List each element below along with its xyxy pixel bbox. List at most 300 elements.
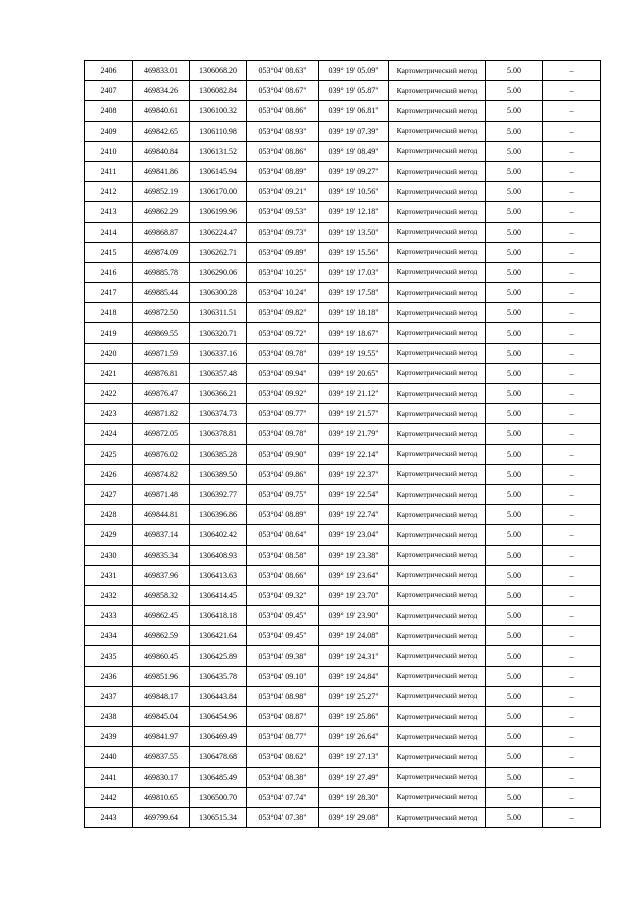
point-number-cell: 2433	[85, 606, 133, 626]
method-cell: Картометрический метод	[389, 464, 486, 484]
longitude-cell: 039° 19' 26.64"	[319, 727, 389, 747]
note-cell: –	[543, 646, 601, 666]
point-number-cell: 2435	[85, 646, 133, 666]
point-number-cell: 2429	[85, 525, 133, 545]
latitude-cell: 053°04' 09.45"	[247, 626, 319, 646]
note-cell: –	[543, 666, 601, 686]
method-cell: Картометрический метод	[389, 807, 486, 827]
point-number-cell: 2431	[85, 565, 133, 585]
table-row	[85, 666, 601, 686]
table-row	[85, 646, 601, 666]
longitude-cell: 039° 19' 20.65"	[319, 363, 389, 383]
longitude-cell: 039° 19' 22.54"	[319, 484, 389, 504]
x-coordinate-cell: 469862.45	[133, 606, 190, 626]
method-cell: Картометрический метод	[389, 525, 486, 545]
longitude-cell: 039° 19' 23.38"	[319, 545, 389, 565]
note-cell: –	[543, 565, 601, 585]
method-cell: Картометрический метод	[389, 424, 486, 444]
method-cell: Картометрический метод	[389, 444, 486, 464]
longitude-cell: 039° 19' 18.18"	[319, 303, 389, 323]
table-row	[85, 807, 601, 827]
point-number-cell: 2437	[85, 686, 133, 706]
longitude-cell: 039° 19' 21.12"	[319, 384, 389, 404]
x-coordinate-cell: 469841.97	[133, 727, 190, 747]
latitude-cell: 053°04' 07.74"	[247, 787, 319, 807]
y-coordinate-cell: 1306199.96	[190, 202, 247, 222]
x-coordinate-cell: 469876.02	[133, 444, 190, 464]
table-row	[85, 303, 601, 323]
method-cell: Картометрический метод	[389, 141, 486, 161]
y-coordinate-cell: 1306421.64	[190, 626, 247, 646]
accuracy-cell: 5.00	[486, 747, 543, 767]
y-coordinate-cell: 1306469.49	[190, 727, 247, 747]
x-coordinate-cell: 469876.81	[133, 363, 190, 383]
latitude-cell: 053°04' 08.89"	[247, 161, 319, 181]
x-coordinate-cell: 469871.59	[133, 343, 190, 363]
longitude-cell: 039° 19' 12.18"	[319, 202, 389, 222]
latitude-cell: 053°04' 09.38"	[247, 646, 319, 666]
point-number-cell: 2427	[85, 484, 133, 504]
x-coordinate-cell: 469869.55	[133, 323, 190, 343]
point-number-cell: 2421	[85, 363, 133, 383]
note-cell: –	[543, 121, 601, 141]
method-cell: Картометрический метод	[389, 222, 486, 242]
note-cell: –	[543, 161, 601, 181]
note-cell: –	[543, 444, 601, 464]
x-coordinate-cell: 469837.14	[133, 525, 190, 545]
latitude-cell: 053°04' 09.10"	[247, 666, 319, 686]
note-cell: –	[543, 727, 601, 747]
longitude-cell: 039° 19' 23.90"	[319, 606, 389, 626]
y-coordinate-cell: 1306145.94	[190, 161, 247, 181]
longitude-cell: 039° 19' 17.58"	[319, 283, 389, 303]
table-row	[85, 81, 601, 101]
table-row	[85, 464, 601, 484]
note-cell: –	[543, 323, 601, 343]
note-cell: –	[543, 807, 601, 827]
method-cell: Картометрический метод	[389, 182, 486, 202]
y-coordinate-cell: 1306454.96	[190, 707, 247, 727]
accuracy-cell: 5.00	[486, 545, 543, 565]
table-row	[85, 283, 601, 303]
accuracy-cell: 5.00	[486, 666, 543, 686]
table-row	[85, 404, 601, 424]
y-coordinate-cell: 1306170.00	[190, 182, 247, 202]
method-cell: Картометрический метод	[389, 545, 486, 565]
method-cell: Картометрический метод	[389, 384, 486, 404]
x-coordinate-cell: 469830.17	[133, 767, 190, 787]
latitude-cell: 053°04' 09.94"	[247, 363, 319, 383]
longitude-cell: 039° 19' 10.56"	[319, 182, 389, 202]
latitude-cell: 053°04' 09.32"	[247, 585, 319, 605]
accuracy-cell: 5.00	[486, 444, 543, 464]
accuracy-cell: 5.00	[486, 646, 543, 666]
point-number-cell: 2412	[85, 182, 133, 202]
accuracy-cell: 5.00	[486, 585, 543, 605]
latitude-cell: 053°04' 08.89"	[247, 505, 319, 525]
note-cell: –	[543, 505, 601, 525]
x-coordinate-cell: 469858.32	[133, 585, 190, 605]
latitude-cell: 053°04' 09.77"	[247, 404, 319, 424]
y-coordinate-cell: 1306515.34	[190, 807, 247, 827]
y-coordinate-cell: 1306389.50	[190, 464, 247, 484]
method-cell: Картометрический метод	[389, 303, 486, 323]
table-row	[85, 626, 601, 646]
point-number-cell: 2442	[85, 787, 133, 807]
x-coordinate-cell: 469872.50	[133, 303, 190, 323]
longitude-cell: 039° 19' 22.14"	[319, 444, 389, 464]
note-cell: –	[543, 141, 601, 161]
method-cell: Картометрический метод	[389, 626, 486, 646]
accuracy-cell: 5.00	[486, 323, 543, 343]
table-row	[85, 545, 601, 565]
longitude-cell: 039° 19' 15.56"	[319, 242, 389, 262]
note-cell: –	[543, 686, 601, 706]
method-cell: Картометрический метод	[389, 767, 486, 787]
method-cell: Картометрический метод	[389, 505, 486, 525]
y-coordinate-cell: 1306378.81	[190, 424, 247, 444]
y-coordinate-cell: 1306374.73	[190, 404, 247, 424]
latitude-cell: 053°04' 08.38"	[247, 767, 319, 787]
point-number-cell: 2410	[85, 141, 133, 161]
note-cell: –	[543, 585, 601, 605]
latitude-cell: 053°04' 08.62"	[247, 747, 319, 767]
y-coordinate-cell: 1306131.52	[190, 141, 247, 161]
point-number-cell: 2425	[85, 444, 133, 464]
y-coordinate-cell: 1306414.45	[190, 585, 247, 605]
accuracy-cell: 5.00	[486, 767, 543, 787]
longitude-cell: 039° 19' 21.57"	[319, 404, 389, 424]
point-number-cell: 2423	[85, 404, 133, 424]
note-cell: –	[543, 404, 601, 424]
longitude-cell: 039° 19' 25.86"	[319, 707, 389, 727]
accuracy-cell: 5.00	[486, 464, 543, 484]
latitude-cell: 053°04' 09.21"	[247, 182, 319, 202]
accuracy-cell: 5.00	[486, 161, 543, 181]
y-coordinate-cell: 1306478.68	[190, 747, 247, 767]
longitude-cell: 039° 19' 06.81"	[319, 101, 389, 121]
method-cell: Картометрический метод	[389, 283, 486, 303]
table-row	[85, 424, 601, 444]
point-number-cell: 2411	[85, 161, 133, 181]
note-cell: –	[543, 242, 601, 262]
table-row	[85, 525, 601, 545]
latitude-cell: 053°04' 09.92"	[247, 384, 319, 404]
x-coordinate-cell: 469874.09	[133, 242, 190, 262]
longitude-cell: 039° 19' 21.79"	[319, 424, 389, 444]
table-row	[85, 161, 601, 181]
longitude-cell: 039° 19' 08.49"	[319, 141, 389, 161]
latitude-cell: 053°04' 08.87"	[247, 707, 319, 727]
point-number-cell: 2409	[85, 121, 133, 141]
x-coordinate-cell: 469835.34	[133, 545, 190, 565]
y-coordinate-cell: 1306435.78	[190, 666, 247, 686]
longitude-cell: 039° 19' 13.50"	[319, 222, 389, 242]
longitude-cell: 039° 19' 23.64"	[319, 565, 389, 585]
table-row	[85, 686, 601, 706]
table-row	[85, 343, 601, 363]
latitude-cell: 053°04' 09.75"	[247, 484, 319, 504]
x-coordinate-cell: 469860.45	[133, 646, 190, 666]
longitude-cell: 039° 19' 24.31"	[319, 646, 389, 666]
table-row	[85, 222, 601, 242]
table-row	[85, 565, 601, 585]
latitude-cell: 053°04' 10.25"	[247, 262, 319, 282]
x-coordinate-cell: 469799.64	[133, 807, 190, 827]
latitude-cell: 053°04' 08.67"	[247, 81, 319, 101]
table-row	[85, 202, 601, 222]
accuracy-cell: 5.00	[486, 242, 543, 262]
accuracy-cell: 5.00	[486, 141, 543, 161]
y-coordinate-cell: 1306337.16	[190, 343, 247, 363]
point-number-cell: 2422	[85, 384, 133, 404]
y-coordinate-cell: 1306300.28	[190, 283, 247, 303]
longitude-cell: 039° 19' 27.13"	[319, 747, 389, 767]
y-coordinate-cell: 1306366.21	[190, 384, 247, 404]
accuracy-cell: 5.00	[486, 303, 543, 323]
y-coordinate-cell: 1306110.98	[190, 121, 247, 141]
method-cell: Картометрический метод	[389, 484, 486, 504]
note-cell: –	[543, 525, 601, 545]
point-number-cell: 2406	[85, 61, 133, 81]
table-row	[85, 505, 601, 525]
note-cell: –	[543, 384, 601, 404]
latitude-cell: 053°04' 09.53"	[247, 202, 319, 222]
x-coordinate-cell: 469874.82	[133, 464, 190, 484]
point-number-cell: 2415	[85, 242, 133, 262]
y-coordinate-cell: 1306311.51	[190, 303, 247, 323]
latitude-cell: 053°04' 09.86"	[247, 464, 319, 484]
point-number-cell: 2420	[85, 343, 133, 363]
method-cell: Картометрический метод	[389, 686, 486, 706]
accuracy-cell: 5.00	[486, 505, 543, 525]
latitude-cell: 053°04' 09.78"	[247, 343, 319, 363]
longitude-cell: 039° 19' 05.87"	[319, 81, 389, 101]
method-cell: Картометрический метод	[389, 343, 486, 363]
table-row	[85, 121, 601, 141]
latitude-cell: 053°04' 09.82"	[247, 303, 319, 323]
note-cell: –	[543, 626, 601, 646]
method-cell: Картометрический метод	[389, 242, 486, 262]
coordinates-table	[84, 60, 601, 828]
y-coordinate-cell: 1306396.86	[190, 505, 247, 525]
point-number-cell: 2441	[85, 767, 133, 787]
table-row	[85, 61, 601, 81]
accuracy-cell: 5.00	[486, 707, 543, 727]
method-cell: Картометрический метод	[389, 585, 486, 605]
y-coordinate-cell: 1306100.32	[190, 101, 247, 121]
x-coordinate-cell: 469848.17	[133, 686, 190, 706]
document-page	[84, 60, 600, 828]
note-cell: –	[543, 222, 601, 242]
y-coordinate-cell: 1306500.70	[190, 787, 247, 807]
x-coordinate-cell: 469844.81	[133, 505, 190, 525]
accuracy-cell: 5.00	[486, 262, 543, 282]
method-cell: Картометрический метод	[389, 363, 486, 383]
longitude-cell: 039° 19' 18.67"	[319, 323, 389, 343]
accuracy-cell: 5.00	[486, 121, 543, 141]
method-cell: Картометрический метод	[389, 101, 486, 121]
table-row	[85, 606, 601, 626]
latitude-cell: 053°04' 09.78"	[247, 424, 319, 444]
longitude-cell: 039° 19' 23.04"	[319, 525, 389, 545]
x-coordinate-cell: 469868.87	[133, 222, 190, 242]
method-cell: Картометрический метод	[389, 262, 486, 282]
latitude-cell: 053°04' 08.98"	[247, 686, 319, 706]
method-cell: Картометрический метод	[389, 727, 486, 747]
method-cell: Картометрический метод	[389, 61, 486, 81]
longitude-cell: 039° 19' 24.84"	[319, 666, 389, 686]
latitude-cell: 053°04' 08.86"	[247, 141, 319, 161]
table-row	[85, 101, 601, 121]
point-number-cell: 2428	[85, 505, 133, 525]
method-cell: Картометрический метод	[389, 323, 486, 343]
longitude-cell: 039° 19' 05.09"	[319, 61, 389, 81]
method-cell: Картометрический метод	[389, 707, 486, 727]
method-cell: Картометрический метод	[389, 202, 486, 222]
note-cell: –	[543, 303, 601, 323]
point-number-cell: 2424	[85, 424, 133, 444]
latitude-cell: 053°04' 08.58"	[247, 545, 319, 565]
longitude-cell: 039° 19' 27.49"	[319, 767, 389, 787]
latitude-cell: 053°04' 09.73"	[247, 222, 319, 242]
latitude-cell: 053°04' 08.66"	[247, 565, 319, 585]
x-coordinate-cell: 469862.29	[133, 202, 190, 222]
accuracy-cell: 5.00	[486, 101, 543, 121]
note-cell: –	[543, 787, 601, 807]
y-coordinate-cell: 1306485.49	[190, 767, 247, 787]
accuracy-cell: 5.00	[486, 404, 543, 424]
note-cell: –	[543, 283, 601, 303]
table-row	[85, 444, 601, 464]
latitude-cell: 053°04' 08.77"	[247, 727, 319, 747]
y-coordinate-cell: 1306320.71	[190, 323, 247, 343]
table-row	[85, 363, 601, 383]
method-cell: Картометрический метод	[389, 404, 486, 424]
method-cell: Картометрический метод	[389, 666, 486, 686]
table-row	[85, 384, 601, 404]
table-row	[85, 585, 601, 605]
y-coordinate-cell: 1306418.18	[190, 606, 247, 626]
table-row	[85, 242, 601, 262]
latitude-cell: 053°04' 09.90"	[247, 444, 319, 464]
note-cell: –	[543, 707, 601, 727]
note-cell: –	[543, 363, 601, 383]
accuracy-cell: 5.00	[486, 525, 543, 545]
note-cell: –	[543, 61, 601, 81]
note-cell: –	[543, 424, 601, 444]
accuracy-cell: 5.00	[486, 626, 543, 646]
point-number-cell: 2439	[85, 727, 133, 747]
accuracy-cell: 5.00	[486, 222, 543, 242]
x-coordinate-cell: 469840.84	[133, 141, 190, 161]
method-cell: Картометрический метод	[389, 565, 486, 585]
method-cell: Картометрический метод	[389, 646, 486, 666]
point-number-cell: 2417	[85, 283, 133, 303]
note-cell: –	[543, 606, 601, 626]
latitude-cell: 053°04' 09.89"	[247, 242, 319, 262]
point-number-cell: 2414	[85, 222, 133, 242]
table-row	[85, 182, 601, 202]
note-cell: –	[543, 81, 601, 101]
x-coordinate-cell: 469885.78	[133, 262, 190, 282]
y-coordinate-cell: 1306290.06	[190, 262, 247, 282]
y-coordinate-cell: 1306408.93	[190, 545, 247, 565]
x-coordinate-cell: 469833.01	[133, 61, 190, 81]
x-coordinate-cell: 469872.05	[133, 424, 190, 444]
table-row	[85, 141, 601, 161]
point-number-cell: 2413	[85, 202, 133, 222]
note-cell: –	[543, 464, 601, 484]
note-cell: –	[543, 343, 601, 363]
y-coordinate-cell: 1306413.63	[190, 565, 247, 585]
accuracy-cell: 5.00	[486, 283, 543, 303]
latitude-cell: 053°04' 07.38"	[247, 807, 319, 827]
table-row	[85, 323, 601, 343]
coordinates-table-body	[85, 61, 601, 828]
longitude-cell: 039° 19' 22.37"	[319, 464, 389, 484]
accuracy-cell: 5.00	[486, 787, 543, 807]
accuracy-cell: 5.00	[486, 363, 543, 383]
longitude-cell: 039° 19' 23.70"	[319, 585, 389, 605]
accuracy-cell: 5.00	[486, 565, 543, 585]
y-coordinate-cell: 1306392.77	[190, 484, 247, 504]
x-coordinate-cell: 469852.19	[133, 182, 190, 202]
y-coordinate-cell: 1306082.84	[190, 81, 247, 101]
accuracy-cell: 5.00	[486, 727, 543, 747]
x-coordinate-cell: 469871.82	[133, 404, 190, 424]
x-coordinate-cell: 469834.26	[133, 81, 190, 101]
table-row	[85, 747, 601, 767]
point-number-cell: 2407	[85, 81, 133, 101]
latitude-cell: 053°04' 08.63"	[247, 61, 319, 81]
longitude-cell: 039° 19' 29.08"	[319, 807, 389, 827]
x-coordinate-cell: 469876.47	[133, 384, 190, 404]
x-coordinate-cell: 469885.44	[133, 283, 190, 303]
longitude-cell: 039° 19' 28.30"	[319, 787, 389, 807]
point-number-cell: 2434	[85, 626, 133, 646]
longitude-cell: 039° 19' 07.39"	[319, 121, 389, 141]
point-number-cell: 2440	[85, 747, 133, 767]
latitude-cell: 053°04' 08.86"	[247, 101, 319, 121]
x-coordinate-cell: 469810.65	[133, 787, 190, 807]
note-cell: –	[543, 545, 601, 565]
note-cell: –	[543, 101, 601, 121]
note-cell: –	[543, 182, 601, 202]
latitude-cell: 053°04' 08.64"	[247, 525, 319, 545]
table-row	[85, 727, 601, 747]
latitude-cell: 053°04' 10.24"	[247, 283, 319, 303]
longitude-cell: 039° 19' 17.03"	[319, 262, 389, 282]
x-coordinate-cell: 469842.65	[133, 121, 190, 141]
table-row	[85, 484, 601, 504]
longitude-cell: 039° 19' 09.27"	[319, 161, 389, 181]
method-cell: Картометрический метод	[389, 606, 486, 626]
longitude-cell: 039° 19' 22.74"	[319, 505, 389, 525]
latitude-cell: 053°04' 09.72"	[247, 323, 319, 343]
method-cell: Картометрический метод	[389, 747, 486, 767]
point-number-cell: 2438	[85, 707, 133, 727]
accuracy-cell: 5.00	[486, 807, 543, 827]
accuracy-cell: 5.00	[486, 81, 543, 101]
longitude-cell: 039° 19' 25.27"	[319, 686, 389, 706]
x-coordinate-cell: 469840.61	[133, 101, 190, 121]
latitude-cell: 053°04' 09.45"	[247, 606, 319, 626]
latitude-cell: 053°04' 08.93"	[247, 121, 319, 141]
y-coordinate-cell: 1306262.71	[190, 242, 247, 262]
point-number-cell: 2416	[85, 262, 133, 282]
y-coordinate-cell: 1306224.47	[190, 222, 247, 242]
